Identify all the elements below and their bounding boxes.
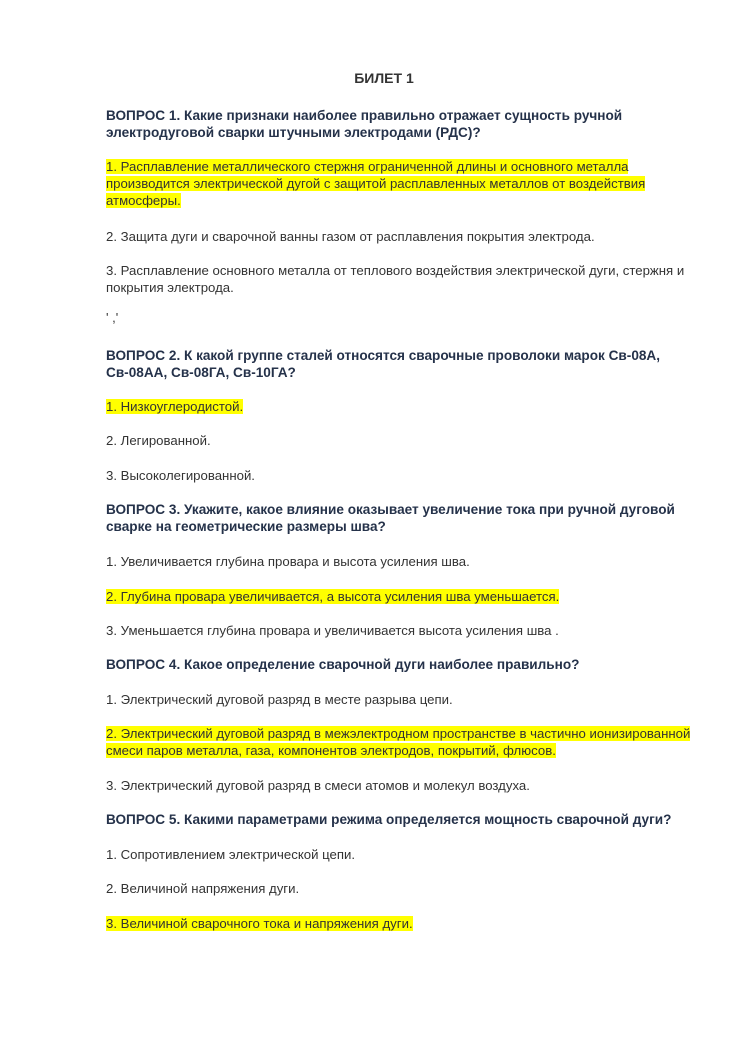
correct-answer-highlight: 1. Низкоуглеродистой. [106, 399, 244, 414]
correct-answer-highlight: 2. Глубина провара увеличивается, а высота усиления шва уменьшается. [106, 589, 560, 604]
answer-4-3: 3. Электрический дуговой разряд в смеси атомов и молекул воздуха. [106, 778, 530, 793]
answer-5-2: 2. Величиной напряжения дуги. [106, 881, 300, 896]
answer-4-2 [106, 725, 706, 759]
question-2: ВОПРОС 2. К какой группе сталей относятся сварочные проволоки марок Св-08А, Св-08АА, Св-08ГА, Св-10ГА? [106, 348, 661, 380]
answer-3-3: 3. Уменьшается глубина провара и увеличивается высота усиления шва . [106, 623, 559, 638]
answer-2-1 [106, 398, 706, 415]
answer-5-1: 1. Сопротивлением электрической цепи. [106, 847, 356, 862]
question-4: ВОПРОС 4. Какое определение сварочной дуги наиболее правильно? [106, 657, 580, 672]
question-3: ВОПРОС 3. Укажите, какое влияние оказывает увеличение тока при ручной дуговой сварке на геометрические размеры шва? [106, 502, 675, 534]
correct-answer-highlight: 2. Электрический дуговой разряд в межэлектродном пространстве в частично ионизированной смеси паров металла, газа, компонентов электродов, покрытий, флюсов. [106, 726, 691, 758]
correct-answer-highlight: 3. Величиной сварочного тока и напряжения дуги. [106, 916, 413, 931]
answer-1-2: 2. Защита дуги и сварочной ванны газом от расплавления покрытия электрода. [106, 229, 595, 244]
answer-5-3 [106, 915, 706, 932]
answer-1-1 [106, 158, 706, 209]
answer-1-3: 3. Расплавление основного металла от теплового воздействия электрической дуги, стержня и покрытия электрода. [106, 263, 685, 295]
answer-3-1: 1. Увеличивается глубина провара и высота усиления шва. [106, 554, 470, 569]
question-5: ВОПРОС 5. Какими параметрами режима определяется мощность сварочной дуги? [106, 812, 672, 827]
stray-mark: ' ,' [106, 310, 119, 325]
answer-2-2: 2. Легированной. [106, 433, 211, 448]
ticket-title: БИЛЕТ 1 [354, 70, 414, 86]
question-1: ВОПРОС 1. Какие признаки наиболее правильно отражает сущность ручной электродуговой сварки штучными электродами (РДС)? [106, 108, 623, 140]
answer-3-2 [106, 588, 706, 605]
answer-4-1: 1. Электрический дуговой разряд в месте разрыва цепи. [106, 692, 453, 707]
correct-answer-highlight: 1. Расплавление металлического стержня ограниченной длины и основного металла производится электрической дугой с защитой расплавленных металлов от воздействия атмосферы. [106, 159, 646, 208]
answer-2-3: 3. Высоколегированной. [106, 468, 255, 483]
